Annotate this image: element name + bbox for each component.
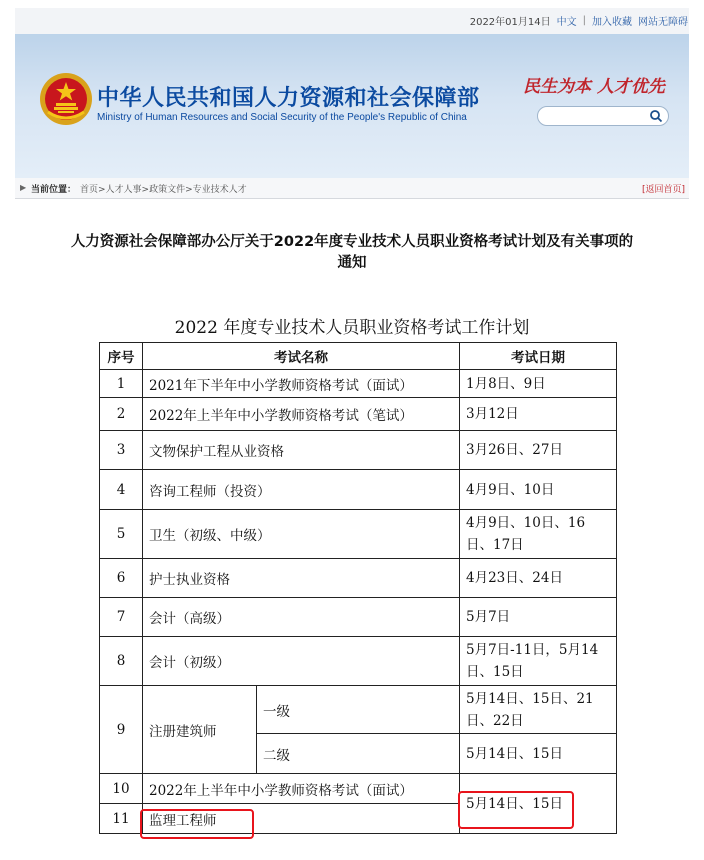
national-emblem-icon: [39, 72, 93, 126]
top-links: [470, 13, 688, 28]
document-title-line2: 通知: [337, 255, 367, 271]
row-no: 3: [100, 431, 143, 470]
row-sub-level: 二级: [257, 734, 460, 774]
highlight-box-date: [458, 791, 574, 829]
header-no: 序号: [100, 343, 143, 370]
table-row: [100, 559, 617, 598]
row-date: 5月14日、15日: [460, 774, 617, 834]
table-header-row: [100, 343, 617, 370]
table-row: [100, 431, 617, 470]
table-row: [100, 598, 617, 637]
back-home-link[interactable]: [返回首页]: [641, 185, 685, 195]
slogan: 民生为本 人才优先: [523, 77, 665, 97]
row-name: 会计（高级）: [143, 598, 460, 637]
row-date: 4月23日、24日: [460, 559, 617, 598]
row-date: 1月8日、9日: [460, 370, 617, 398]
row-no: 4: [100, 470, 143, 510]
search-input[interactable]: [537, 106, 669, 126]
header-name: 考试名称: [143, 343, 460, 370]
row-date: 5月14日、15日、21日、22日: [460, 686, 617, 734]
row-no: 9: [100, 686, 143, 774]
table-row: [100, 398, 617, 431]
row-no: 1: [100, 370, 143, 398]
row-name: 2022年上半年中小学教师资格考试（笔试）: [143, 398, 460, 431]
table-row: [100, 470, 617, 510]
row-name: 卫生（初级、中级）: [143, 510, 460, 559]
row-no: 8: [100, 637, 143, 686]
row-date: 3月12日: [460, 398, 617, 431]
row-no: 11: [100, 804, 143, 834]
add-favorite-link[interactable]: 加入收藏: [592, 17, 632, 28]
row-name: 2021年下半年中小学教师资格考试（面试）: [143, 370, 460, 398]
ministry-name-zh: 中华人民共和国人力资源和社会保障部: [97, 86, 480, 111]
row-no: 6: [100, 559, 143, 598]
highlight-box-name: [140, 809, 254, 839]
breadcrumb-label: 当前位置：: [31, 185, 77, 195]
document-title-line1: 人力资源社会保障部办公厅关于2022年度专业技术人员职业资格考试计划及有关事项的: [70, 234, 634, 250]
current-date: 2022年01月14日: [469, 17, 551, 28]
row-sub-level: 一级: [257, 686, 460, 734]
breadcrumb-path[interactable]: 首页>人才人事>政策文件>专业技术人才: [80, 185, 247, 195]
search-icon[interactable]: [649, 109, 663, 123]
row-no: 7: [100, 598, 143, 637]
row-date: 5月7日: [460, 598, 617, 637]
table-row: [100, 510, 617, 559]
row-name: 监理工程师: [143, 804, 460, 834]
language-link[interactable]: 中文: [556, 17, 577, 28]
header-date: 考试日期: [460, 343, 617, 370]
row-no: 10: [100, 774, 143, 804]
ministry-name-en: Ministry of Human Resources and Social Security of the People's Republic of China: [97, 112, 467, 123]
document-title: [20, 232, 684, 274]
row-date: 4月9日、10日、16日、17日: [460, 510, 617, 559]
row-name: 注册建筑师: [143, 686, 257, 774]
row-no: 2: [100, 398, 143, 431]
table-title: 2022 年度专业技术人员职业资格考试工作计划: [174, 318, 530, 338]
row-no: 5: [100, 510, 143, 559]
row-name: 会计（初级）: [143, 637, 460, 686]
site-header: [15, 34, 689, 178]
row-date: 3月26日、27日: [460, 431, 617, 470]
row-date: 5月7日-11日，5月14日、15日: [460, 637, 617, 686]
table-row: [100, 370, 617, 398]
play-arrow-icon: ▶: [20, 183, 27, 192]
row-date: 5月14日、15日: [460, 734, 617, 774]
row-name: 2022年上半年中小学教师资格考试（面试）: [143, 774, 460, 804]
separator: |: [582, 15, 586, 26]
table-row: [100, 637, 617, 686]
row-name: 文物保护工程从业资格: [143, 431, 460, 470]
exam-plan-table: [99, 342, 617, 834]
row-name: 咨询工程师（投资）: [143, 470, 460, 510]
row-date: 4月9日、10日: [460, 470, 617, 510]
row-name: 护士执业资格: [143, 559, 460, 598]
accessibility-link[interactable]: 网站无障碍: [638, 17, 688, 28]
breadcrumb: [15, 178, 689, 199]
table-row: [100, 686, 617, 734]
